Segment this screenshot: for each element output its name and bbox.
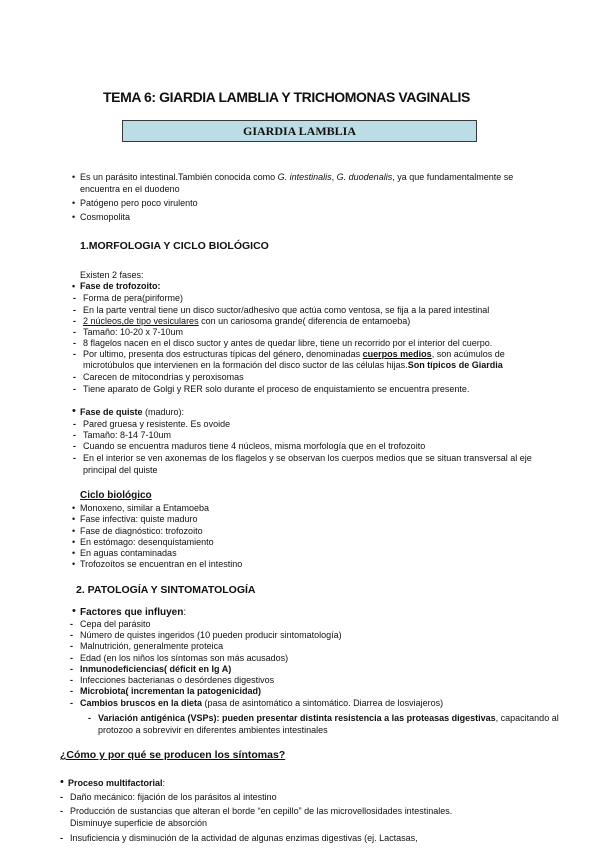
proceso-item-2: - Producción de sustancias que alteran el borde “en cepillo” de las microvellosidades intestinales.: [70, 806, 452, 817]
factor-3: - Malnutrición, generalmente proteica: [80, 641, 223, 652]
trofo-item-8: - Tiene aparato de Golgi y RER solo durante el proceso de enquistamiento se encuentra presente.: [83, 384, 469, 395]
trofo-item-7: - Carecen de mitocondrias y peroxisomas: [83, 372, 244, 383]
trofo-item-2: - En la parte ventral tiene un disco suctor/adhesivo que actúa como ventosa, se fija a la pared intestinal: [83, 305, 489, 316]
quiste-item-3: - Cuando se encuentra maduros tiene 4 núcleos, misma morfología que en el trofozoito: [83, 441, 425, 452]
intro-bullet-2: • Patógeno pero poco virulento: [80, 198, 198, 209]
ciclo-heading: Ciclo biológico: [80, 490, 152, 501]
ciclo-item-5: • En aguas contaminadas: [80, 548, 177, 559]
factor-8: - Cambios bruscos en la dieta (pasa de asintomático a sintomático. Diarrea de losviajeros): [80, 698, 443, 709]
ciclo-item-2: • Fase infectiva: quiste maduro: [80, 514, 198, 525]
trofo-item-6: - Por ultimo, presenta dos estructuras típicas del género, denominadas cuerpos medios, son acúmulos de: [83, 349, 505, 360]
quiste-heading: • Fase de quiste (maduro):: [80, 407, 184, 418]
factor-9-cont: protozoo a sobrevivir en diferentes ambientes intestinales: [98, 725, 328, 735]
ciclo-item-4: • En estómago: desenquistamiento: [80, 537, 214, 548]
factor-9: - Variación antigénica (VSPs): pueden presentar distinta resistencia a las proteasas digestivas, capacitando al: [98, 713, 559, 724]
factores-heading: • Factores que influyen:: [80, 607, 186, 618]
intro-bullet-1-cont: encuentra en el duodeno: [80, 184, 180, 194]
ciclo-item-1: • Monoxeno, similar a Entamoeba: [80, 503, 209, 514]
proceso-item-2-cont: Disminuye superficie de absorción: [70, 818, 208, 828]
ciclo-item-3: • Fase de diagnóstico: trofozoito: [80, 526, 203, 537]
section-1-heading: 1.MORFOLOGIA Y CICLO BIOLÓGICO: [80, 240, 269, 252]
section-2-heading: 2. PATOLOGÍA Y SINTOMATOLOGÍA: [76, 584, 256, 596]
section-title-box: GIARDIA LAMBLIA: [122, 120, 477, 142]
symptoms-question: ¿Cómo y por qué se producen los síntomas?: [60, 749, 286, 761]
page-title: TEMA 6: GIARDIA LAMBLIA Y TRICHOMONAS VAGINALIS: [103, 89, 470, 105]
trofo-item-3: - 2 núcleos,de tipo vesiculares con un cariosoma grande( diferencia de entamoeba): [83, 316, 410, 327]
quiste-item-4: - En el interior se ven axonemas de los flagelos y se observan los cuerpos medios que se situan transversal al eje: [83, 453, 532, 464]
proceso-item-1: - Daño mecánico: fijación de los parásitos al intestino: [70, 792, 277, 803]
factor-2: - Número de quistes ingeridos (10 pueden producir sintomatología): [80, 630, 342, 641]
trofozoito-heading: • Fase de trofozoito:: [80, 281, 161, 292]
quiste-item-4-cont: principal del quiste: [83, 465, 158, 475]
factor-4: - Edad (en los niños los síntomas son más acusados): [80, 653, 288, 664]
trofo-item-1: - Forma de pera(piriforme): [83, 293, 183, 304]
ciclo-item-6: • Trofozoítos se encuentran en el intestino: [80, 559, 242, 570]
trofo-item-4: - Tamaño: 10-20 x 7-10um: [83, 327, 183, 338]
phases-intro: Existen 2 fases:: [80, 270, 144, 280]
factor-5: - Inmunodeficiencias( déficit en Ig A): [80, 664, 231, 675]
quiste-item-2: - Tamaño: 8-14 7-10um: [83, 430, 171, 441]
factor-7: - Microbiota( incrementan la patogenicidad): [80, 686, 261, 697]
intro-bullet-1: • Es un parásito intestinal.También conocida como G. intestinalis, G. duodenalis, ya que fundamentalmente se: [80, 172, 513, 183]
proceso-item-3: - Insuficiencia y disminución de la actividad de algunas enzimas digestivas (ej. Lactasas,: [70, 833, 418, 844]
intro-bullet-3: • Cosmopolita: [80, 212, 130, 223]
trofo-item-6-cont: microtúbulos que intervienen en la formación del disco suctor de las células hijas.Son típicos de Giardia: [83, 360, 503, 370]
trofo-item-5: - 8 flagelos nacen en el disco suctor y antes de quedar libre, tiene un recorrido por el interior del cuerpo.: [83, 338, 492, 349]
factor-1: - Cepa del parásito: [80, 619, 151, 630]
quiste-item-1: - Pared gruesa y resistente. Es ovoide: [83, 419, 230, 430]
proceso-heading: • Proceso multifactorial:: [68, 778, 165, 789]
factor-6: - Infecciones bacterianas o desórdenes digestivos: [80, 675, 274, 686]
